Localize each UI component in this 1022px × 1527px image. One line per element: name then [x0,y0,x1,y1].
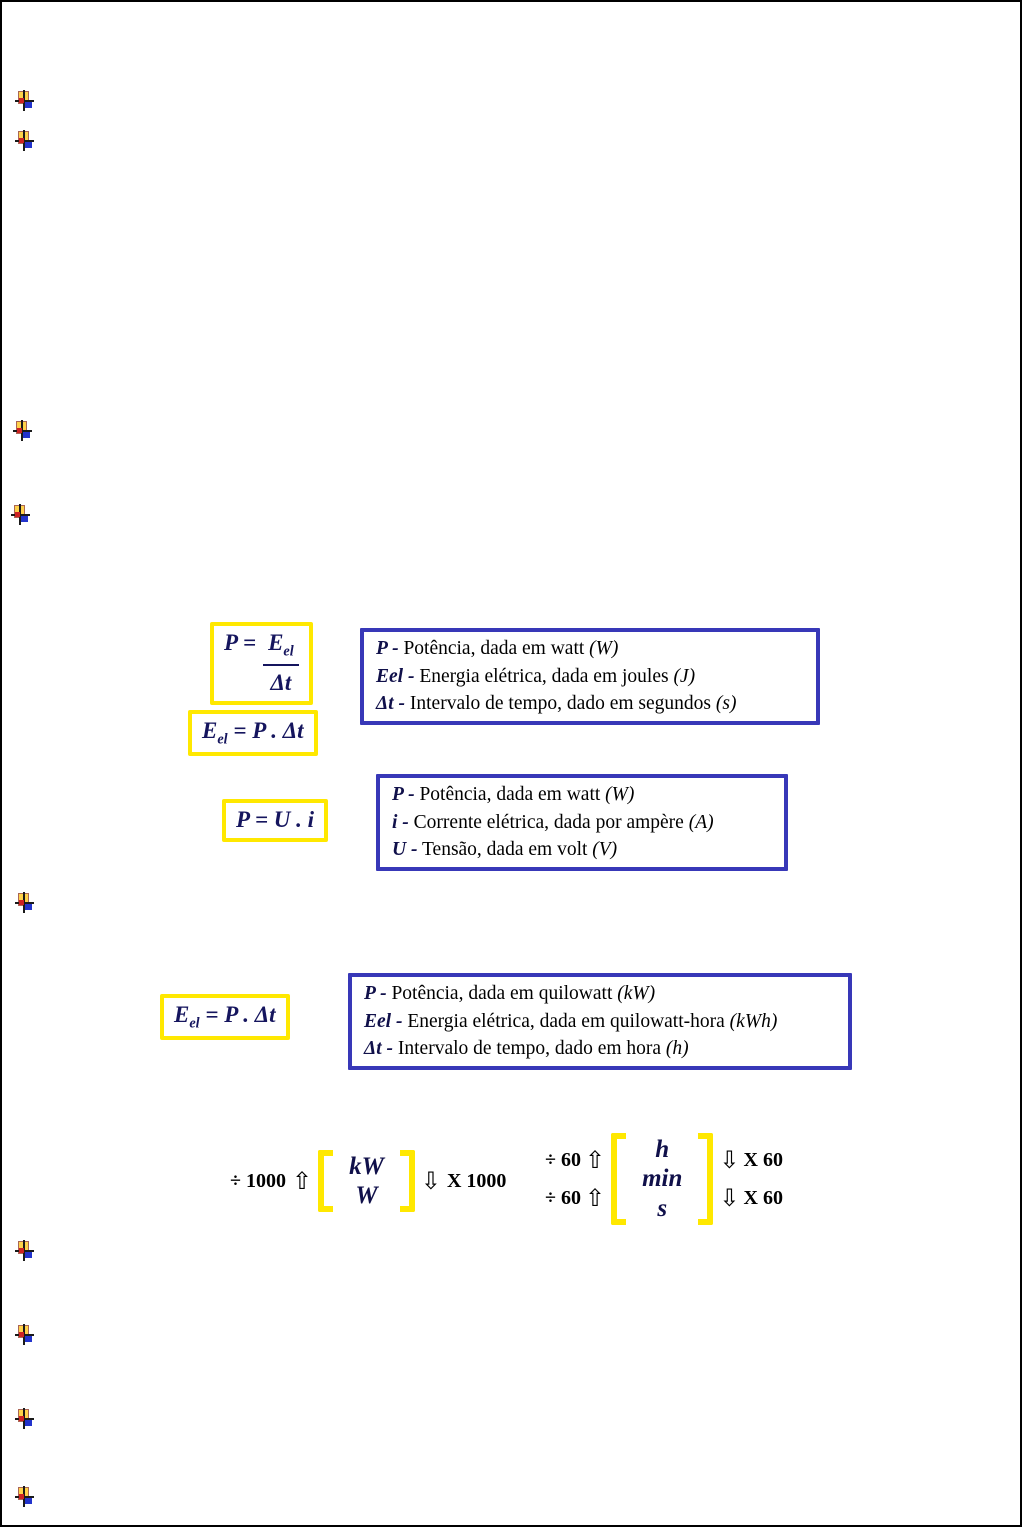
unit-kw: kW [349,1152,384,1180]
up-arrow-icon: ⇧ [291,1167,313,1195]
legend-unit: (W) [605,784,635,805]
formula-box-power-fraction [210,622,313,705]
legend-unit: (A) [688,811,714,833]
up-arrow-icon: ⇧ [584,1146,606,1174]
legend-symbol: Δt - [376,693,406,715]
legend-text: Energia elétrica, dada em quilowatt-hora [407,1010,725,1032]
left-bracket [318,1150,333,1212]
unit-stack [632,1133,692,1226]
object-anchor-icon [10,504,32,526]
legend-unit: (s) [715,693,737,715]
right-bracket [400,1150,415,1212]
left-bracket [611,1133,626,1225]
formula-box-energy-product-2: $E_{el} = P$ . Δt [160,994,290,1040]
multiply-column [719,1148,783,1210]
unit-s: s [657,1194,668,1222]
unit-w: W [355,1182,378,1209]
legend-symbol: P - [376,638,399,659]
divide-label: ÷ 1000 [230,1169,286,1192]
legend-line [376,663,804,691]
legend-text: Corrente elétrica, dada por ampère [413,811,684,833]
unit-min: min [642,1165,683,1193]
formula-box-energy-product-1: $E_{el} = P$ . Δt [188,710,318,756]
legend-text: Potência, dada em quilowatt [391,983,613,1004]
fraction-denominator: Δt [270,670,292,696]
object-anchor-icon [14,1486,36,1508]
fraction-numerator: $E_{el}$ [263,629,299,666]
legend-symbol: P - [392,784,415,805]
legend-box-kilowatt-kwh-hour [348,973,852,1070]
legend-unit: (kWh) [729,1010,778,1032]
divide-label: ÷ 60 [545,1186,581,1209]
legend-text: Intervalo de tempo, dado em hora [397,1038,662,1060]
legend-line [376,635,804,663]
multiply-label: X 60 [743,1148,783,1171]
legend-symbol: U - [392,839,418,861]
divide-row [545,1186,605,1210]
object-anchor-icon [14,90,36,112]
legend-text: Energia elétrica, dada em joules [419,665,669,687]
legend-line [376,690,804,718]
legend-box-watt-joule-seconds [360,628,820,725]
legend-line [364,980,836,1008]
legend-line [364,1008,836,1036]
down-arrow-icon: ⇩ [719,1146,740,1174]
legend-symbol: P - [364,983,387,1004]
unit-stack [339,1150,394,1213]
object-anchor-icon [14,892,36,914]
legend-text: Potência, dada em watt [419,784,601,805]
object-anchor-icon [14,130,36,152]
up-arrow-icon: ⇧ [584,1184,606,1212]
down-arrow-icon: ⇩ [420,1167,441,1195]
multiply-label: X 60 [743,1186,783,1209]
converter-h-min-s [545,1133,783,1225]
object-anchor-icon [14,1408,36,1430]
multiply-row [719,1148,783,1172]
right-bracket [698,1133,713,1225]
legend-line [392,781,772,809]
divide-column [545,1148,605,1210]
object-anchor-icon [14,1240,36,1262]
legend-unit: (W) [589,638,619,659]
legend-symbol: Eel - [364,1010,403,1032]
unit-h: h [655,1135,670,1163]
multiply-row [719,1186,783,1210]
legend-line [392,836,772,864]
converter-kw-w [230,1150,506,1212]
legend-box-watt-ampere-volt [376,774,788,871]
fraction [263,629,299,698]
formula-box-power-current: P = U . i [222,799,328,842]
object-anchor-icon [14,1324,36,1346]
object-anchor-icon [12,420,34,442]
legend-text: Intervalo de tempo, dado em segundos [409,693,711,715]
legend-unit: (kW) [617,983,656,1004]
legend-line [392,809,772,837]
legend-text: Tensão, dada em volt [421,839,588,861]
legend-unit: (V) [592,839,618,861]
legend-symbol: Δt - [364,1038,394,1060]
legend-line [364,1035,836,1063]
legend-text: Potência, dada em watt [403,638,585,659]
divide-row [545,1148,605,1172]
multiply-label: X 1000 [446,1169,507,1192]
legend-unit: (h) [665,1038,689,1060]
legend-unit: (J) [673,665,696,687]
legend-symbol: Eel - [376,665,415,687]
legend-symbol: i - [392,811,409,833]
divide-label: ÷ 60 [545,1148,581,1171]
formula-lhs: P = [224,630,257,655]
down-arrow-icon: ⇩ [719,1184,740,1212]
